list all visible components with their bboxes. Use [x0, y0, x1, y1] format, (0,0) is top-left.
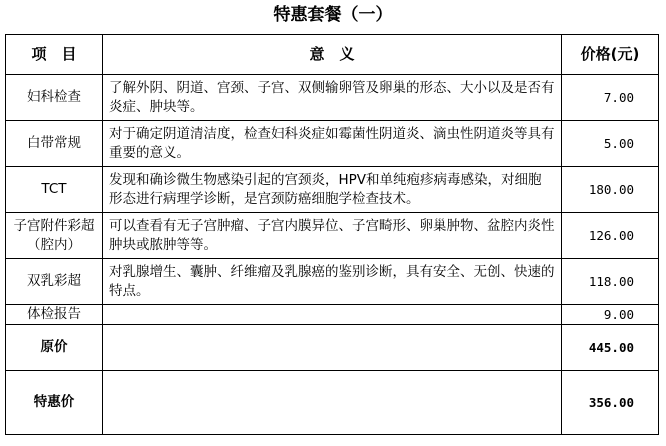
item-cell: TCT	[6, 167, 103, 213]
table-row	[6, 167, 659, 213]
price-cell: 180.00	[562, 167, 659, 213]
header-item: 项 目	[6, 35, 103, 75]
price-cell: 5.00	[562, 121, 659, 167]
price-cell: 126.00	[562, 213, 659, 259]
price-cell: 118.00	[562, 259, 659, 305]
table-header-row	[6, 35, 659, 75]
package-table	[5, 34, 659, 435]
item-cell: 子宫附件彩超（腔内）	[6, 213, 103, 259]
meaning-cell	[103, 305, 562, 325]
empty-cell	[103, 325, 562, 371]
table-row	[6, 75, 659, 121]
header-meaning: 意 义	[103, 35, 562, 75]
item-cell: 双乳彩超	[6, 259, 103, 305]
price-cell: 9.00	[562, 305, 659, 325]
meaning-cell: 对乳腺增生、囊肿、纤维瘤及乳腺癌的鉴别诊断，具有安全、无创、快速的特点。	[103, 259, 562, 305]
meaning-cell: 发现和确诊微生物感染引起的宫颈炎，HPV和单纯疱疹病毒感染，对细胞形态进行病理学诊断，是宫颈防癌细胞学检查技术。	[103, 167, 562, 213]
special-price-value: 356.00	[562, 371, 659, 435]
item-cell: 白带常规	[6, 121, 103, 167]
special-price-label: 特惠价	[6, 371, 103, 435]
table-row	[6, 121, 659, 167]
item-cell: 妇科检查	[6, 75, 103, 121]
price-cell: 7.00	[562, 75, 659, 121]
item-cell: 体检报告	[6, 305, 103, 325]
table-row	[6, 213, 659, 259]
meaning-cell: 了解外阴、阴道、宫颈、子宫、双侧输卵管及卵巢的形态、大小以及是否有炎症、肿块等。	[103, 75, 562, 121]
original-price-row	[6, 325, 659, 371]
empty-cell	[103, 371, 562, 435]
original-price-value: 445.00	[562, 325, 659, 371]
table-row	[6, 305, 659, 325]
special-price-row	[6, 371, 659, 435]
header-price: 价格(元)	[562, 35, 659, 75]
original-price-label: 原价	[6, 325, 103, 371]
meaning-cell: 可以查看有无子宫肿瘤、子宫内膜异位、子宫畸形、卵巢肿物、盆腔内炎性肿块或脓肿等等。	[103, 213, 562, 259]
meaning-cell: 对于确定阴道清洁度，检查妇科炎症如霉菌性阴道炎、滴虫性阴道炎等具有重要的意义。	[103, 121, 562, 167]
page-title: 特惠套餐（一）	[273, 5, 393, 25]
table-row	[6, 259, 659, 305]
